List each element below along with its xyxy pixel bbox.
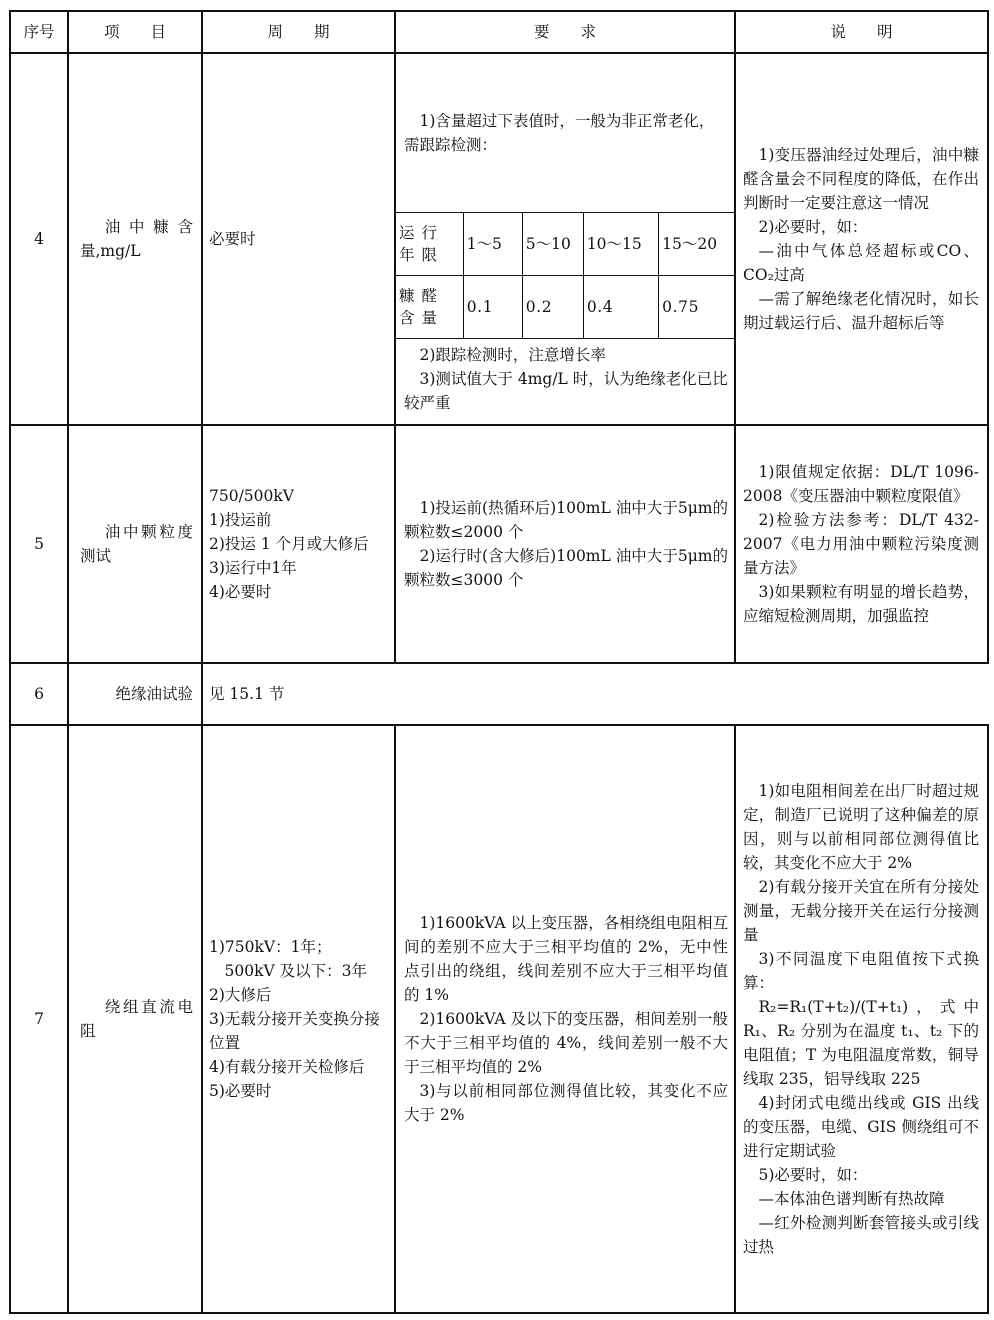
years-cell: 15～20 — [659, 213, 734, 276]
operating-years-label: 运行年限 — [396, 213, 463, 276]
table-header-row — [10, 11, 988, 53]
row-item — [68, 425, 202, 663]
row-note — [735, 53, 988, 425]
row-note — [735, 725, 988, 1313]
note-line: 4)封闭式电缆出线或 GIS 出线的变压器，电缆、GIS 侧绕组可不进行定期试验 — [743, 1094, 979, 1160]
years-cell: 5～10 — [522, 213, 583, 276]
row-requirement — [395, 53, 735, 425]
requirement-line: 3)与以前相同部位测得值比较，其变化不应大于 2% — [404, 1082, 728, 1124]
requirement-line: 1)含量超过下表值时，一般为非正常老化，需跟踪检测： — [404, 112, 715, 154]
note-line: 2)有载分接开关宜在所有分接处测量，无载分接开关在运行分接测量 — [743, 878, 979, 944]
document-page — [9, 10, 987, 1314]
furfural-value-cell: 0.4 — [583, 276, 658, 339]
header-no: 序号 — [10, 11, 68, 53]
row-spanning-reference: 见 15.1 节 — [202, 663, 988, 725]
furfural-value-cell: 0.1 — [463, 276, 522, 339]
row-item — [68, 725, 202, 1313]
note-line: 3)如果颗粒有明显的增长趋势，应缩短检测周期，加强监控 — [743, 583, 979, 625]
note-line: —需了解绝缘老化情况时，如长期过载运行后、温升超标后等 — [743, 290, 979, 332]
row-item — [68, 53, 202, 425]
note-line: 1)如电阻相间差在出厂时超过规定，制造厂已说明了这种偏差的原因，则与以前相同部位测得值比较，其变化不应大于 2% — [743, 782, 979, 872]
requirement-line: 2)1600kVA 及以下的变压器，相间差别一般不大于三相平均值的 4%，线间差别一般不大于三相平均值的 2% — [404, 1010, 728, 1076]
table-row — [10, 425, 988, 663]
row-period — [202, 425, 395, 663]
period-line: 4)有载分接开关检修后 — [209, 1058, 365, 1076]
note-line: 1)变压器油经过处理后，油中糠醛含量会不同程度的降低，在作出判断时一定要注意这一情况 — [743, 146, 979, 212]
period-line: 2)大修后 — [209, 986, 272, 1004]
note-line: —红外检测判断套管接头或引线过热 — [743, 1214, 979, 1256]
item-text: 油中糠含量,mg/L — [80, 218, 193, 260]
note-line: 2)必要时，如： — [758, 218, 868, 236]
furfural-value-cell: 0.75 — [659, 276, 734, 339]
header-requirement: 要 求 — [395, 11, 735, 53]
furfural-content-label: 糠醛含量 — [396, 276, 463, 339]
furfural-content-row — [396, 276, 734, 339]
period-line: 必要时 — [209, 230, 256, 248]
row-item: 绝缘油试验 — [68, 663, 202, 725]
requirement-line: 1)1600kVA 以上变压器，各相绕组电阻相互间的差别不应大于三相平均值的 2%，无中性点引出的绕组，线间差别不应大于三相平均值的 1% — [404, 914, 728, 1004]
operating-years-row — [396, 213, 734, 276]
period-line: 1)投运前 — [209, 511, 272, 529]
period-line: 4)必要时 — [209, 583, 272, 601]
table-row — [10, 53, 988, 425]
requirement-line: 1)投运前(热循环后)100mL 油中大于5μm的颗粒数≤2000 个 — [404, 499, 728, 541]
formula-line: R₂=R₁(T+t₂)/(T+t₁)，式中R₁、R₂ 分别为在温度 t₁、t₂ 下的电阻值；T 为电阻温度常数，铜导线取 235，铝导线取 225 — [743, 998, 979, 1088]
row-period — [202, 725, 395, 1313]
note-line: 2)检验方法参考：DL/T 432-2007《电力用油中颗粒污染度测量方法》 — [743, 511, 979, 577]
row-number: 6 — [10, 663, 68, 725]
period-line: 3)无载分接开关变换分接位置 — [209, 1010, 380, 1052]
row-requirement — [395, 725, 735, 1313]
note-line: 5)必要时，如： — [758, 1166, 868, 1184]
header-period: 周 期 — [202, 11, 395, 53]
requirement-line: 3)测试值大于 4mg/L 时，认为绝缘老化已比较严重 — [404, 370, 728, 412]
header-note: 说 明 — [735, 11, 988, 53]
period-line: 2)投运 1 个月或大修后 — [209, 535, 369, 553]
note-line: —本体油色谱判断有热故障 — [758, 1190, 945, 1208]
requirement-followup — [396, 339, 734, 421]
row-note — [735, 425, 988, 663]
period-line: 1)750kV：1年； — [209, 938, 332, 956]
note-line: —油中气体总烃超标或CO、CO₂过高 — [743, 242, 979, 284]
row-number: 5 — [10, 425, 68, 663]
table-row — [10, 725, 988, 1313]
item-text: 绕组直流电阻 — [80, 998, 193, 1040]
row-period — [202, 53, 395, 425]
requirement-intro — [396, 54, 734, 212]
table-row — [10, 663, 988, 725]
note-line: 1)限值规定依据：DL/T 1096-2008《变压器油中颗粒度限值》 — [743, 463, 979, 505]
note-line: 3)不同温度下电阻值按下式换算： — [743, 950, 979, 992]
row-number: 4 — [10, 53, 68, 425]
furfural-limit-table — [396, 212, 734, 339]
requirement-line: 2)跟踪检测时，注意增长率 — [419, 346, 606, 364]
row-requirement — [395, 425, 735, 663]
period-line: 3)运行中1年 — [209, 559, 297, 577]
years-cell: 10～15 — [583, 213, 658, 276]
period-line: 500kV 及以下：3年 — [224, 962, 367, 980]
furfural-value-cell: 0.2 — [522, 276, 583, 339]
requirement-line: 2)运行时(含大修后)100mL 油中大于5μm的颗粒数≤3000 个 — [404, 547, 728, 589]
period-line: 750/500kV — [209, 487, 294, 505]
item-text: 油中颗粒度测试 — [80, 523, 193, 565]
period-line: 5)必要时 — [209, 1082, 272, 1100]
years-cell: 1～5 — [463, 213, 522, 276]
header-item: 项 目 — [68, 11, 202, 53]
row-number: 7 — [10, 725, 68, 1313]
test-items-table — [9, 10, 989, 1314]
